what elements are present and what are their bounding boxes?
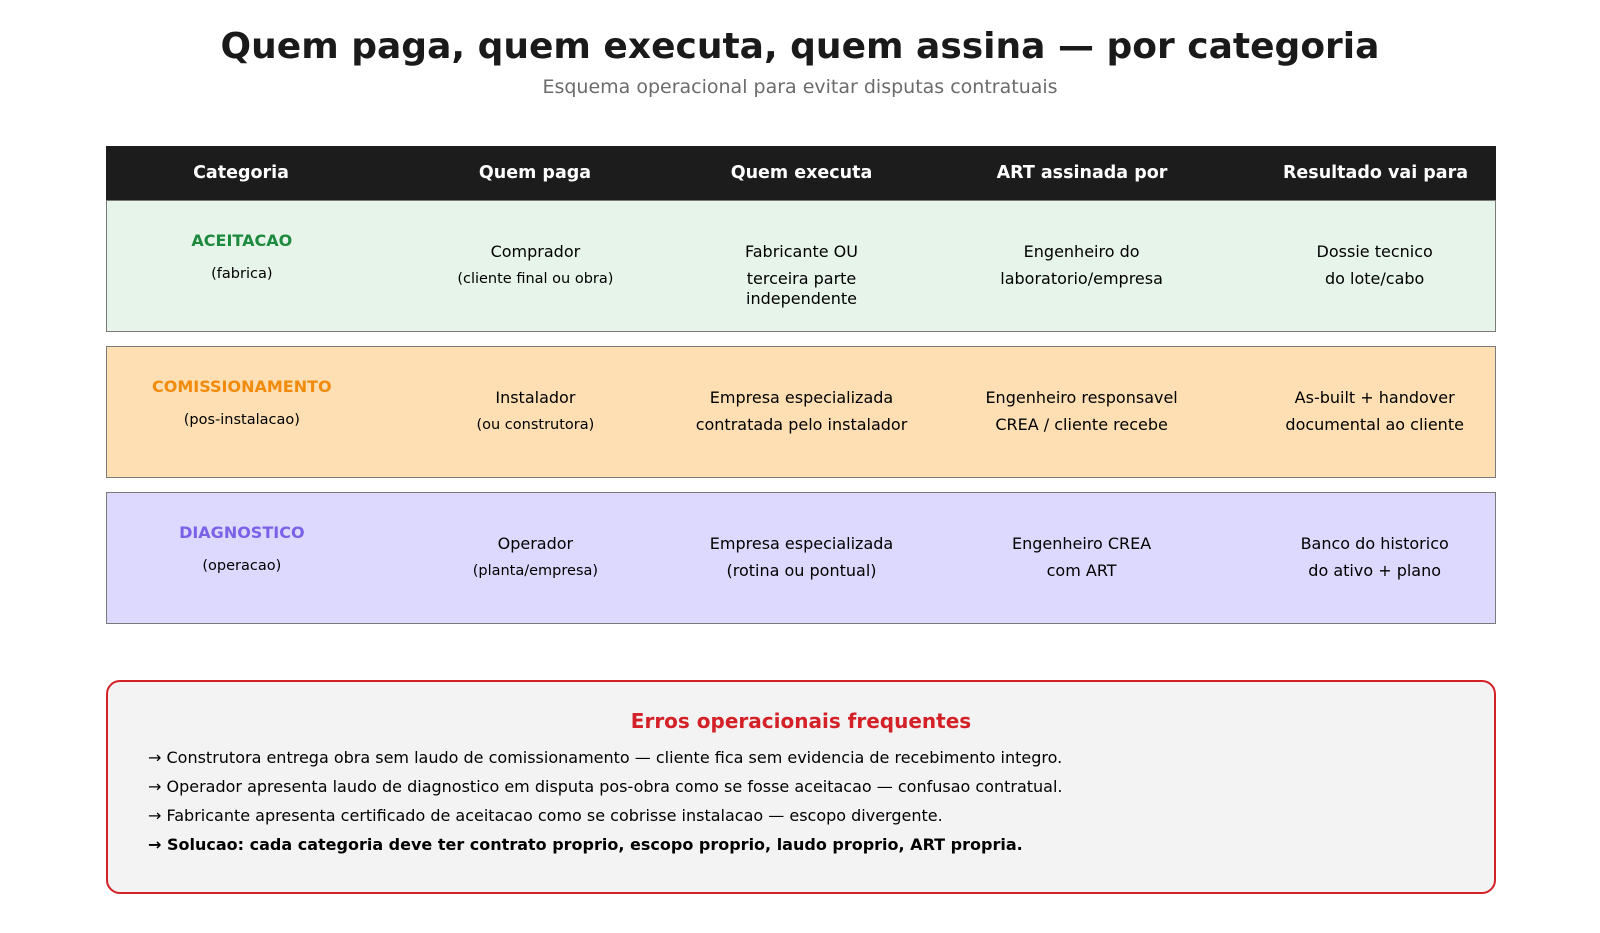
result-goes-to-cell <box>1254 201 1495 331</box>
who-pays-text: Instalador <box>495 388 576 407</box>
table-row-diagnostico <box>106 492 1496 624</box>
error-item: → Fabricante apresenta certificado de aceitacao como se cobrisse instalacao — escopo divergente. <box>148 806 943 825</box>
result-goes-to-text-2: do ativo + plano <box>1308 561 1442 580</box>
column-header-result-goes-to: Resultado vai para <box>1282 163 1469 183</box>
who-executes-cell <box>694 201 909 331</box>
who-executes-text-2: terceira parte independente <box>746 269 857 308</box>
art-signed-by-text-2: com ART <box>1046 561 1117 580</box>
result-goes-to-text-2: documental ao cliente <box>1285 415 1464 434</box>
category-cell <box>107 347 377 477</box>
who-pays-note: (cliente final ou obra) <box>457 271 614 287</box>
who-executes-text-2: contratada pelo instalador <box>695 415 908 434</box>
category-name: ACEITACAO <box>191 231 293 250</box>
table-header <box>106 146 1496 200</box>
art-signed-by-text-2: laboratorio/empresa <box>1000 269 1163 288</box>
who-pays-cell <box>377 493 695 623</box>
responsibility-table <box>106 146 1496 624</box>
who-pays-text: Comprador <box>490 242 581 261</box>
who-executes-cell <box>694 347 909 477</box>
frequent-errors-box <box>106 680 1496 894</box>
art-signed-by-cell <box>909 493 1255 623</box>
art-signed-by-text: Engenheiro do <box>1023 242 1140 261</box>
who-executes-text-2: (rotina ou pontual) <box>726 561 877 580</box>
column-header-art-signed-by: ART assinada por <box>996 163 1168 183</box>
table-row-comissionamento <box>106 346 1496 478</box>
who-pays-note: (ou construtora) <box>476 417 595 433</box>
table-row-aceitacao <box>106 200 1496 332</box>
result-goes-to-text: As-built + handover <box>1294 388 1455 407</box>
who-executes-text: Empresa especializada <box>709 388 894 407</box>
error-item: → Construtora entrega obra sem laudo de comissionamento — cliente fica sem evidencia de recebimento integro. <box>148 748 1063 767</box>
result-goes-to-text: Dossie tecnico <box>1316 242 1433 261</box>
art-signed-by-text: Engenheiro CREA <box>1011 534 1152 553</box>
result-goes-to-text-2: do lote/cabo <box>1325 269 1425 288</box>
category-cell <box>107 493 377 623</box>
category-subtitle: (operacao) <box>202 558 282 574</box>
category-name: COMISSIONAMENTO <box>151 377 332 396</box>
art-signed-by-cell <box>909 201 1255 331</box>
frequent-errors-list <box>148 748 1063 864</box>
who-executes-text: Empresa especializada <box>709 534 894 553</box>
who-executes-cell <box>694 493 909 623</box>
result-goes-to-cell <box>1254 347 1495 477</box>
column-header-who-pays: Quem paga <box>478 163 592 183</box>
category-name: DIAGNOSTICO <box>179 523 305 542</box>
art-signed-by-cell <box>909 347 1255 477</box>
category-cell <box>107 201 377 331</box>
column-header-who-executes: Quem executa <box>730 163 873 183</box>
error-item: → Operador apresenta laudo de diagnostico em disputa pos-obra como se fosse aceitacao — confusao contratual. <box>148 777 1063 796</box>
column-header-category: Categoria <box>193 163 289 183</box>
category-subtitle: (fabrica) <box>211 266 273 282</box>
who-pays-cell <box>377 347 695 477</box>
result-goes-to-text: Banco do historico <box>1300 534 1449 553</box>
result-goes-to-cell <box>1254 493 1495 623</box>
art-signed-by-text: Engenheiro responsavel <box>985 388 1178 407</box>
art-signed-by-text-2: CREA / cliente recebe <box>995 415 1168 434</box>
category-subtitle: (pos-instalacao) <box>183 412 300 428</box>
who-pays-cell <box>377 201 695 331</box>
page-title: Quem paga, quem executa, quem assina — por categoria <box>220 26 1380 67</box>
who-executes-text: Fabricante OU <box>745 242 858 261</box>
solution-item: → Solucao: cada categoria deve ter contrato proprio, escopo proprio, laudo proprio, ART propria. <box>148 835 1023 854</box>
page-subtitle: Esquema operacional para evitar disputas contratuais <box>542 76 1058 98</box>
frequent-errors-title: Erros operacionais frequentes <box>630 709 972 733</box>
who-pays-text: Operador <box>497 534 574 553</box>
who-pays-note: (planta/empresa) <box>472 563 599 579</box>
